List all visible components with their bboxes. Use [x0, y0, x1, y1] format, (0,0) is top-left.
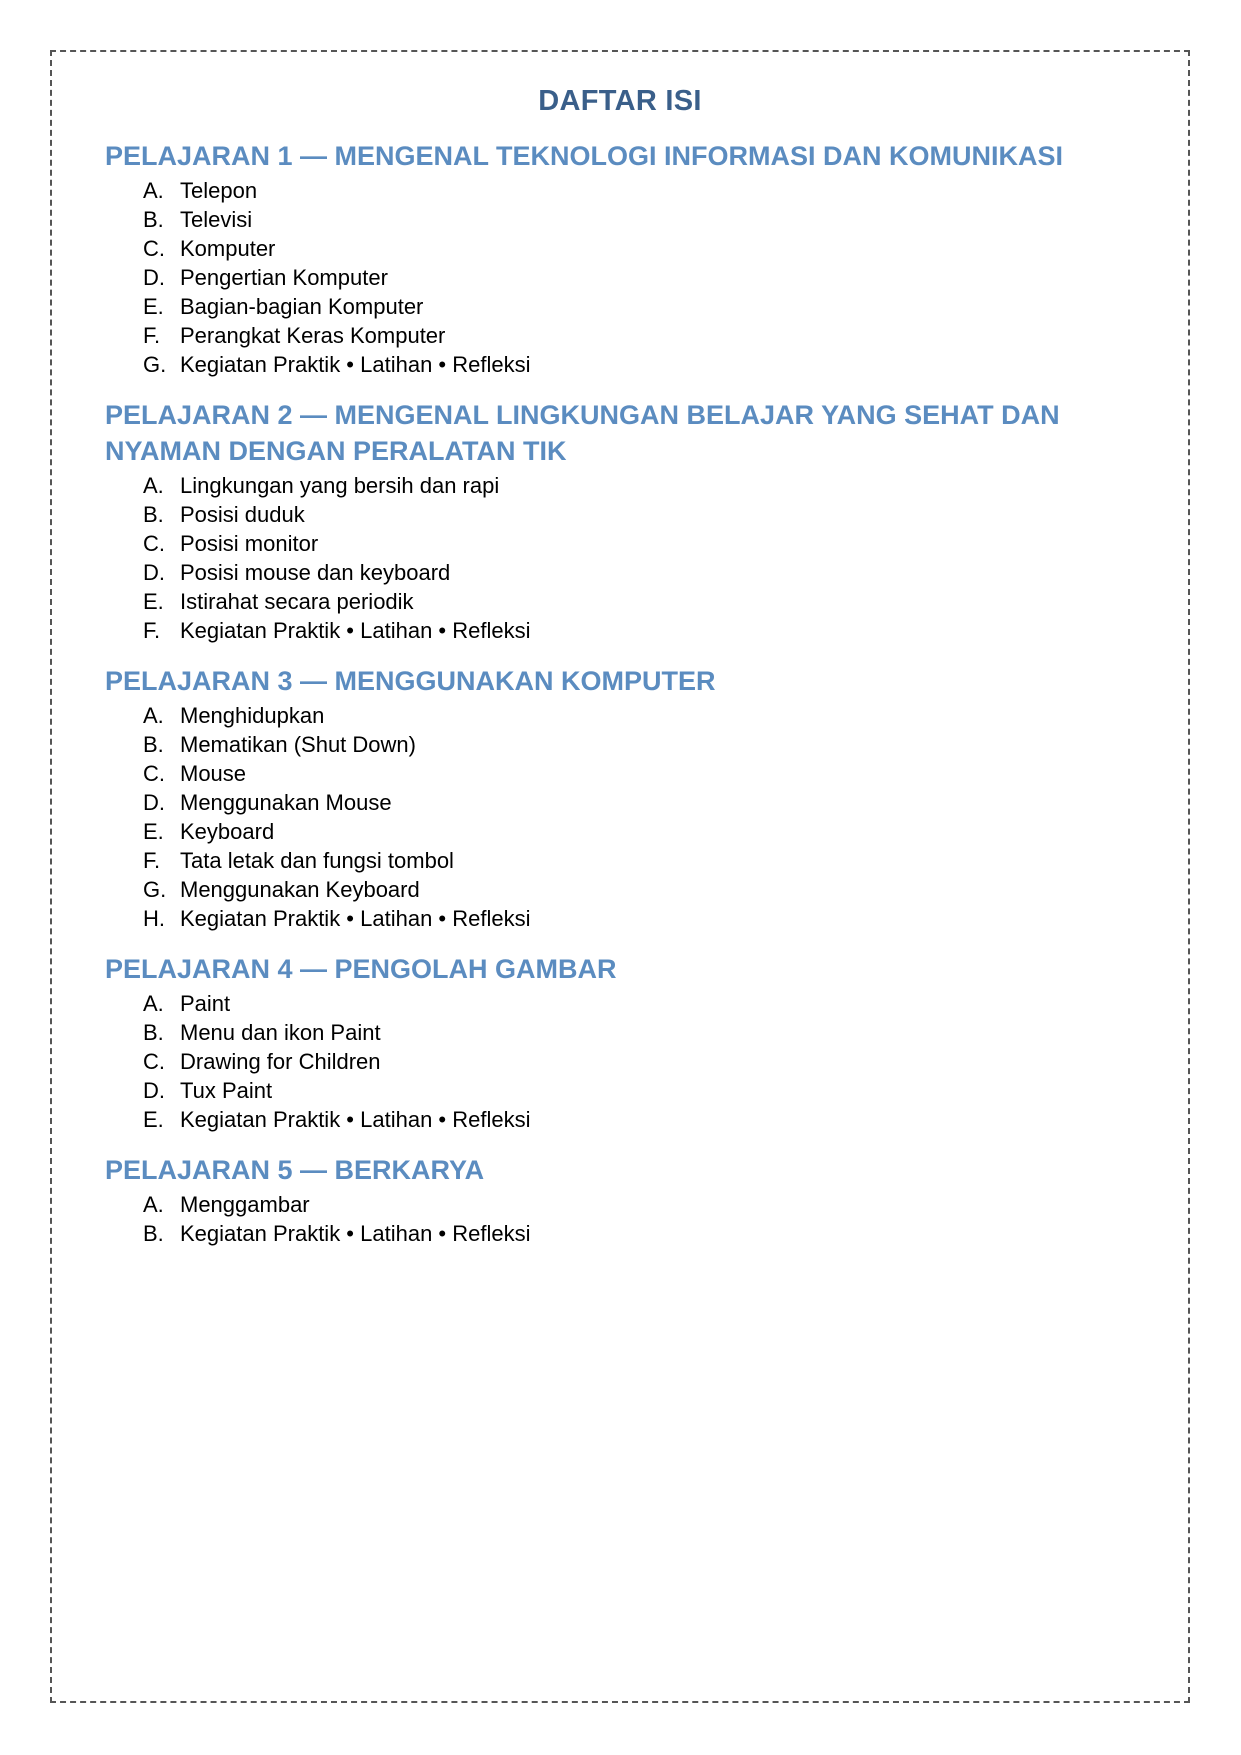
item-letter: E. [143, 294, 164, 319]
item-letter: D. [143, 1078, 165, 1103]
item-text: Tata letak dan fungsi tombol [180, 848, 454, 873]
list-item [143, 616, 1135, 645]
item-text: Posisi mouse dan keyboard [180, 560, 451, 585]
list-item [143, 875, 1135, 904]
item-text: Mematikan (Shut Down) [180, 732, 416, 757]
table-of-contents [105, 85, 1135, 1266]
list-item [143, 846, 1135, 875]
lesson-topic-list [105, 471, 1135, 645]
lesson-heading: PELAJARAN 5 — BERKARYA [105, 1155, 485, 1185]
list-item [143, 1018, 1135, 1047]
item-text: Istirahat secara periodik [180, 589, 414, 614]
item-text: Paint [180, 991, 231, 1016]
item-text: Bagian-bagian Komputer [180, 294, 424, 319]
item-letter: C. [143, 1049, 165, 1074]
list-item [143, 730, 1135, 759]
item-letter: C. [143, 531, 165, 556]
lesson-topic-list [105, 701, 1135, 933]
list-item [143, 292, 1135, 321]
sections-container [105, 138, 1135, 1248]
item-letter: G. [143, 877, 167, 902]
list-item [143, 1219, 1135, 1248]
item-letter: H. [143, 906, 165, 931]
item-text: Pengertian Komputer [180, 265, 388, 290]
item-letter: F. [143, 848, 161, 873]
lesson-topic-list [105, 1190, 1135, 1248]
item-letter: A. [143, 178, 164, 203]
item-text: Menggambar [180, 1192, 310, 1217]
list-item [143, 263, 1135, 292]
item-letter: A. [143, 703, 164, 728]
list-item [143, 1076, 1135, 1105]
item-letter: G. [143, 352, 167, 377]
lesson-topic-list [105, 176, 1135, 379]
list-item [143, 205, 1135, 234]
item-letter: B. [143, 732, 164, 757]
list-item [143, 1047, 1135, 1076]
list-item [143, 759, 1135, 788]
item-text: Lingkungan yang bersih dan rapi [180, 473, 500, 498]
item-letter: A. [143, 473, 164, 498]
item-letter: A. [143, 991, 164, 1016]
item-letter: B. [143, 502, 164, 527]
lesson-heading: PELAJARAN 1 — MENGENAL TEKNOLOGI INFORMASI DAN KOMUNIKASI [105, 141, 1064, 171]
item-text: Kegiatan Praktik • Latihan • Refleksi [180, 1221, 531, 1246]
lesson-section [105, 951, 1135, 1134]
item-text: Menghidupkan [180, 703, 325, 728]
item-text: Posisi duduk [180, 502, 305, 527]
item-letter: B. [143, 1020, 164, 1045]
list-item [143, 558, 1135, 587]
item-letter: A. [143, 1192, 164, 1217]
item-text: Menggunakan Mouse [180, 790, 392, 815]
item-letter: C. [143, 236, 165, 261]
list-item [143, 500, 1135, 529]
item-text: Posisi monitor [180, 531, 319, 556]
list-item [143, 234, 1135, 263]
lesson-heading: PELAJARAN 2 — MENGENAL LINGKUNGAN BELAJAR YANG SEHAT DAN NYAMAN DENGAN PERALATAN TIK [105, 400, 1060, 466]
item-text: Kegiatan Praktik • Latihan • Refleksi [180, 352, 531, 377]
lesson-section [105, 397, 1135, 645]
item-text: Perangkat Keras Komputer [180, 323, 446, 348]
item-text: Kegiatan Praktik • Latihan • Refleksi [180, 1107, 531, 1132]
list-item [143, 471, 1135, 500]
lesson-section [105, 1152, 1135, 1248]
lesson-heading: PELAJARAN 4 — PENGOLAH GAMBAR [105, 954, 617, 984]
item-letter: E. [143, 1107, 164, 1132]
item-text: Kegiatan Praktik • Latihan • Refleksi [180, 906, 531, 931]
list-item [143, 176, 1135, 205]
list-item [143, 1190, 1135, 1219]
item-letter: B. [143, 207, 164, 232]
list-item [143, 321, 1135, 350]
item-letter: D. [143, 265, 165, 290]
item-letter: B. [143, 1221, 164, 1246]
item-letter: D. [143, 790, 165, 815]
list-item [143, 350, 1135, 379]
list-item [143, 587, 1135, 616]
item-letter: E. [143, 589, 164, 614]
item-letter: C. [143, 761, 165, 786]
item-text: Telepon [180, 178, 258, 203]
lesson-topic-list [105, 989, 1135, 1134]
item-text: Menu dan ikon Paint [180, 1020, 381, 1045]
item-text: Tux Paint [180, 1078, 273, 1103]
item-letter: D. [143, 560, 165, 585]
list-item [143, 701, 1135, 730]
list-item [143, 989, 1135, 1018]
page-title: DAFTAR ISI [538, 85, 702, 117]
lesson-heading: PELAJARAN 3 — MENGGUNAKAN KOMPUTER [105, 666, 716, 696]
item-text: Televisi [180, 207, 253, 232]
list-item [143, 788, 1135, 817]
item-text: Komputer [180, 236, 276, 261]
item-text: Mouse [180, 761, 247, 786]
list-item [143, 904, 1135, 933]
item-text: Kegiatan Praktik • Latihan • Refleksi [180, 618, 531, 643]
item-letter: F. [143, 323, 161, 348]
list-item [143, 529, 1135, 558]
lesson-section [105, 663, 1135, 933]
item-letter: E. [143, 819, 164, 844]
item-text: Menggunakan Keyboard [180, 877, 420, 902]
item-text: Keyboard [180, 819, 275, 844]
item-text: Drawing for Children [180, 1049, 381, 1074]
list-item [143, 817, 1135, 846]
lesson-section [105, 138, 1135, 379]
list-item [143, 1105, 1135, 1134]
item-letter: F. [143, 618, 161, 643]
